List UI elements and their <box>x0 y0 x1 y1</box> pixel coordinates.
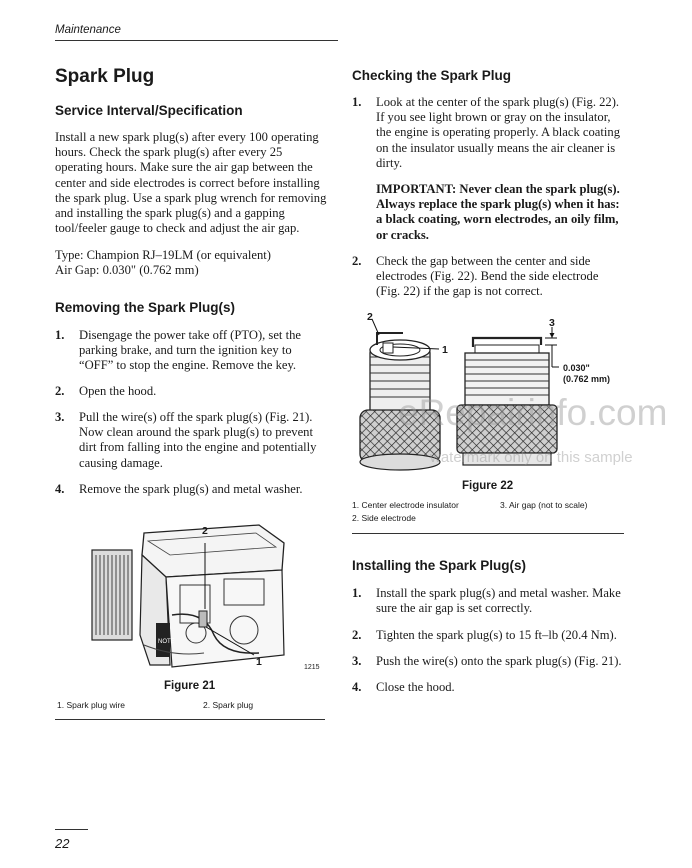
figure-22-title: Figure 22 <box>462 480 514 492</box>
step-text: Tighten the spark plug(s) to 15 ft–lb (20.4 Nm). <box>376 628 617 642</box>
figure-22-gap-inches: 0.030" <box>563 363 590 373</box>
step-text: Open the hood. <box>79 384 157 398</box>
installing-heading: Installing the Spark Plug(s) <box>352 558 527 573</box>
removing-step <box>55 482 327 497</box>
svg-text:NOTE: NOTE <box>158 639 175 645</box>
installing-step <box>352 586 624 616</box>
installing-step <box>352 654 624 669</box>
figure-22-caption-2: 2. Side electrode <box>352 513 416 523</box>
step-number: 4. <box>55 482 65 496</box>
step-text: Remove the spark plug(s) and metal washer. <box>79 482 303 496</box>
step-text: Close the hood. <box>376 680 455 694</box>
figure-22-callout-1: 1 <box>442 344 448 356</box>
watermark-site: eRepairinfo.com <box>398 392 668 433</box>
step-text: Disengage the power take off (PTO), set the parking brake, and turn the ignition key to “OFF” to stop the engine. Remove the key. <box>79 328 301 373</box>
step-text: Push the wire(s) onto the spark plug(s) (Fig. 21). <box>376 654 622 668</box>
step-text: Look at the center of the spark plug(s) (Fig. 22). If you see light brown or gray on the insulator, the engine is operating properly. A black coating on the insulator usually means the air cleaner is dirty. <box>376 95 620 170</box>
step-number: 1. <box>352 586 362 600</box>
step-text: Pull the wire(s) off the spark plug(s) (Fig. 21). Now clean around the spark plug(s) to prevent dirt from falling into the engine and potentially causing damage. <box>79 410 317 470</box>
figure-21-rule <box>55 719 325 720</box>
removing-heading: Removing the Spark Plug(s) <box>55 300 236 315</box>
removing-step <box>55 328 327 374</box>
figure-22-rule <box>352 533 624 534</box>
spec-gap: Air Gap: 0.030" (0.762 mm) <box>55 263 199 277</box>
figure-22-caption-1: 1. Center electrode insulator <box>352 500 459 510</box>
step-text: Check the gap between the center and side electrodes (Fig. 22). Bend the side electrode (Fig. 22) if the gap is not correct. <box>376 254 599 299</box>
figure-21-caption-1: 1. Spark plug wire <box>57 700 126 710</box>
step-number: 1. <box>55 328 65 342</box>
page-title: Spark Plug <box>55 66 155 87</box>
figure-22-callout-2: 2 <box>367 311 373 323</box>
figure-22-caption-3: 3. Air gap (not to scale) <box>500 500 588 510</box>
important-note: IMPORTANT: Never clean the spark plug(s). Always replace the spark plug(s) when it has: a black coating, worn electrodes, an oily film, or cracks. <box>376 182 620 242</box>
step-number: 3. <box>352 654 362 668</box>
page-number-rule <box>55 829 88 830</box>
service-paragraph: Install a new spark plug(s) after every 100 operating hours. Check the spark plug(s) after every 25 operating hours. Make sure the air gap between the center and side electrodes is correct before installing the spark plug. Use a spark plug wrench for removing and installing the spark plug(s) and a gapping tool/feeler gauge to check and adjust the air gap. <box>55 130 327 236</box>
step-text: Install the spark plug(s) and metal washer. Make sure the air gap is set correctly. <box>376 586 621 616</box>
figure-21-engine-illustration <box>84 515 324 680</box>
figure-22-gap-mm: (0.762 mm) <box>563 374 611 384</box>
removing-step <box>55 384 327 399</box>
figure-22-callout-3: 3 <box>549 317 555 329</box>
step-number: 2. <box>55 384 65 398</box>
spec-type: Type: Champion RJ–19LM (or equivalent) <box>55 248 271 262</box>
removing-step <box>55 410 327 471</box>
service-heading: Service Interval/Specification <box>55 103 243 118</box>
figure-21-callout-2: 2 <box>202 525 208 537</box>
watermark-note: watermark only on this sample <box>430 449 633 466</box>
checking-heading: Checking the Spark Plug <box>352 68 512 83</box>
step-number: 1. <box>352 95 362 109</box>
step-number: 3. <box>55 410 65 424</box>
step-number: 2. <box>352 628 362 642</box>
figure-21-caption-2: 2. Spark plug <box>203 700 254 710</box>
page-number: 22 <box>55 836 70 851</box>
checking-step <box>352 254 622 300</box>
installing-step <box>352 680 624 695</box>
installing-step <box>352 628 624 643</box>
figure-21-title: Figure 21 <box>164 680 216 692</box>
step-number: 4. <box>352 680 362 694</box>
figure-21-callout-1: 1 <box>256 656 262 668</box>
header-rule <box>55 40 338 41</box>
running-header: Maintenance <box>55 24 121 36</box>
step-number: 2. <box>352 254 362 268</box>
checking-step <box>352 95 622 171</box>
figure-21-code: 1215 <box>304 664 320 671</box>
